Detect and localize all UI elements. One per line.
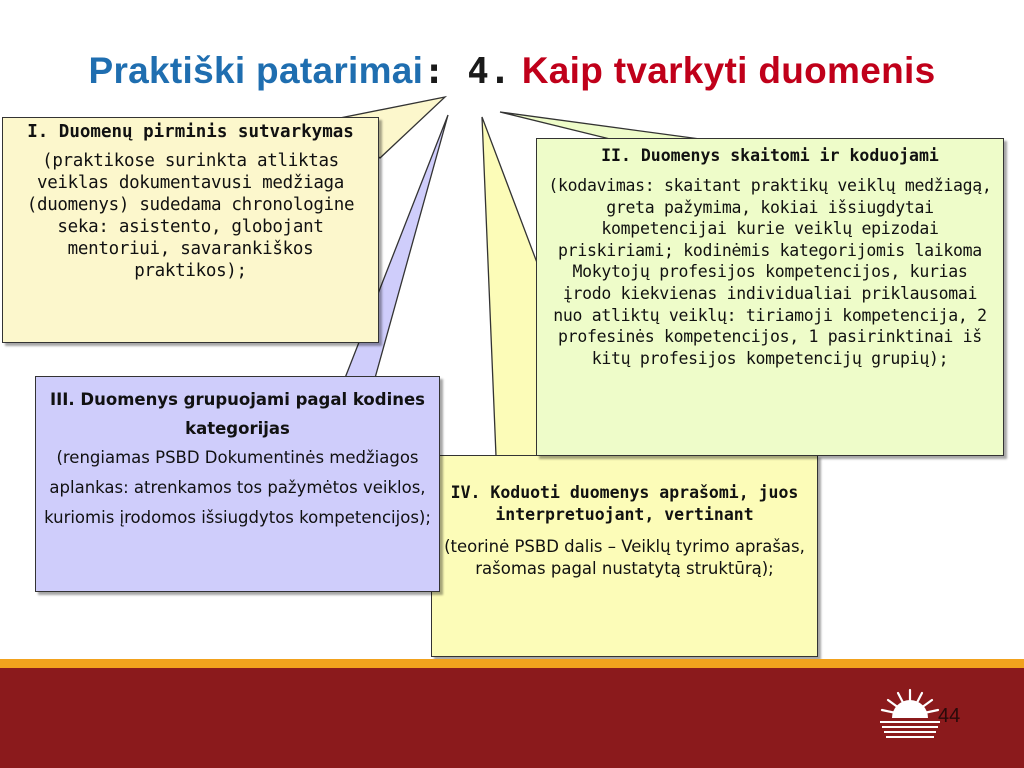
title-part-3: Kaip tvarkyti duomenis (521, 50, 936, 91)
title-part-1: Praktiški patarimai (88, 50, 424, 91)
callout-box-2 (536, 138, 1004, 456)
callout-box-1 (2, 117, 379, 343)
callout-box-4 (431, 455, 818, 657)
callout-box-1-heading: I. Duomenų pirminis sutvarkymas (27, 122, 354, 142)
callout-box-2-body: (kodavimas: skaitant praktikų veiklų medžiagą, greta pažymima, kokiai išsiugdytai kompetencijai kurie veiklų epizodai priskiriami; kodinėmis kategorijomis laikoma Mokytojų profesijos kompetencijos, kurias įrodo kiekvienas individualiai priklausomai nuo atliktų veiklų: tiriamoji kompetencija, 2 profesinės kompetencijos, 1 pasirinktinai iš kitų profesijos kompetencijų grupių); (548, 176, 992, 368)
callout-box-2-heading: II. Duomenys skaitomi ir koduojami (601, 146, 939, 165)
callout-box-4-body: (teorinė PSBD dalis – Veiklų tyrimo aprašas, rašomas pagal nustatytą struktūrą); (444, 537, 805, 578)
page-number: 44 (938, 705, 961, 727)
callout-box-3-heading: III. Duomenys grupuojami pagal kodines kategorijas (49, 390, 425, 438)
callout-box-1-body: (praktikose surinkta atliktas veiklas dokumentavusi medžiaga (duomenys) sudedama chronologine seka: asistento, globojant mentoriui, savarankiškos praktikos); (26, 151, 355, 281)
footer-bar (0, 668, 1024, 768)
sunrise-logo-icon (878, 686, 942, 740)
callout-box-3 (35, 376, 440, 592)
callout-box-4-heading: IV. Koduoti duomenys aprašomi, juos interpretuojant, vertinant (450, 483, 799, 524)
slide-title (0, 50, 1024, 92)
title-part-2: : 4. (423, 51, 512, 92)
footer-strip (0, 659, 1024, 668)
callout-pointer-2 (500, 112, 700, 139)
callout-box-3-body: (rengiamas PSBD Dokumentinės medžiagos aplankas: atrenkamos tos pažymėtos veiklos, kuriomis įrodomos išsiugdytos kompetencijos); (44, 448, 431, 527)
